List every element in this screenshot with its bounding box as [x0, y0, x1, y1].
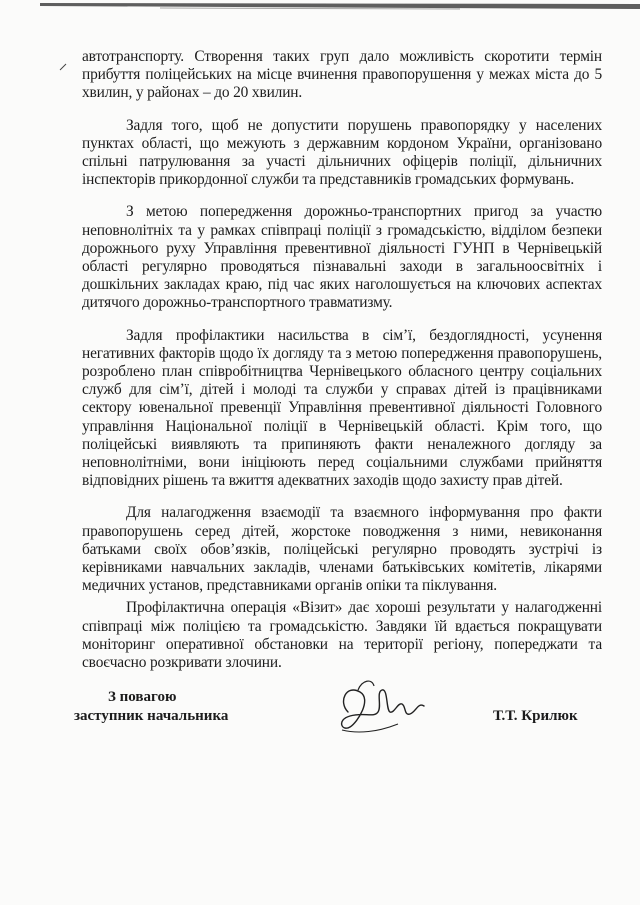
handwritten-signature	[328, 672, 428, 742]
paragraph-interaction: Для налагодження взаємодії та взаємного інформування про факти правопорушень серед дітей, жорстоке поводження з ними, невиконання батьками своїх обов’язків, поліцейські регулярно проводять зустрічі із керівниками навчальних закладів, членами батьківських комітетів, лікарями медичних установ, представниками органів опіки та піклування.	[82, 504, 602, 595]
margin-mark	[58, 62, 68, 72]
signature-block-left	[74, 688, 228, 726]
paragraph-domestic-violence: Задля профілактики насильства в сім’ї, бездоглядності, усунення негативних факторів щодо їх догляду та з метою попередження правопорушень, розроблено план співробітництва Чернівецького обласного центру соціальних служб для сім’ї, дітей і молоді та служби у справах дітей із працівниками сектору ювенальної превенції Управління превентивної діяльності Головного управління Національної поліції в Чернівецькій області. Крім того, що поліцейські виявляють та припиняють факти неналежного догляду за неповнолітніми, вони ініціюють перед соціальними службами прийняття відповідних рішень та вжиття адекватних заходів щодо захисту прав дітей.	[82, 326, 602, 490]
paragraph-border-patrols: Задля того, щоб не допустити порушень правопорядку у населених пунктах області, що межують з державним кордоном України, організовано спільні патрулювання за участі дільничних офіцерів поліції, дільничних інспекторів прикордонної служби та представників громадських формувань.	[82, 116, 602, 189]
closing-line: З повагою	[108, 689, 177, 705]
signer-position: заступник начальника	[74, 708, 229, 724]
paragraph-road-safety: З метою попередження дорожньо-транспортних пригод за участю неповнолітніх та у рамках співпраці поліції з громадськістю, відділом безпеки дорожнього руху Управління превентивної діяльності ГУНП в Чернівецькій області регулярно проводяться пізнавальні заходи в загальноосвітніх і дошкільних закладах краю, під час яких наголошується на ключових аспектах дитячого дорожньо-транспортного травматизму.	[82, 203, 602, 312]
signer-name: Т.Т. Крилюк	[493, 708, 578, 724]
paragraph-operation-visit: Профілактична операція «Візит» дає хороші результати у налагодженні співпраці між поліцією та громадськістю. Завдяки їй вдається покращувати моніторинг оперативної обстановки на території регіону, попереджати та своєчасно розкривати злочини.	[82, 599, 602, 672]
paragraph-transport: автотранспорту. Створення таких груп дало можливість скоротити термін прибуття поліцейських на місце вчинення правопорушення у межах міста до 5 хвилин, у районах – до 20 хвилин.	[82, 48, 602, 102]
scan-edge-artifact	[40, 0, 640, 12]
document-body	[82, 48, 602, 672]
